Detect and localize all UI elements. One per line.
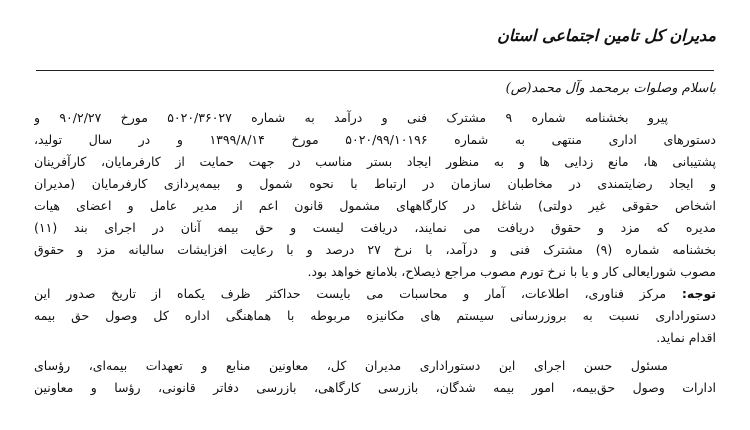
paragraph-line: بخشنامه شماره (۹) مشترک فنی و درآمد، با نرخ ۲۷ درصد و با رعایت افزایشات سالیانه مزد و حقوق (34, 242, 716, 257)
paragraph-line: مدیره که مزد و حقوق دریافت می نمایند، دریافت لیست و حق بیمه آنان در اجرای بند (۱۱) (34, 220, 716, 235)
paragraph-line: مصوب شورایعالی کار و یا با نرخ تورم مصوب مراجع ذیصلاح، بلامانع خواهد بود. (307, 264, 716, 279)
paragraph-line: پیرو بخشنامه شماره ۹ مشترک فنی و درآمد به شماره ۵۰۲۰/۳۶۰۲۷ مورخ ۹۰/۲/۲۷ و (34, 110, 668, 125)
paragraph-line: پشتیبانی ها، مانع زدایی ها و به منظور ایجاد بستر مناسب در جهت حمایت از کارفرمایان، کارآفرینان (34, 154, 716, 169)
note-line: دستوراداری نسبت به بروزرسانی سیستم های مکانیزه مربوطه با هماهنگی اداره کل وصول حق بیمه (34, 308, 716, 323)
paragraph-line: ادارات وصول حق‌بیمه، امور بیمه شدگان، بازرسی کارگاهی، بازرسی دفاتر قانونی، رؤسا و معاونین (34, 380, 716, 395)
paragraph-line: و ایجاد رضایتمندی در مخاطبان سازمان در ارتباط با نحوه شمول و بیمه‌پردازی کارفرمایان (مدیران (34, 176, 716, 191)
note-line (34, 283, 716, 305)
note-text: مرکز فناوری، اطلاعات، آمار و محاسبات می بایست حداکثر ظرف یکماه از تاریخ صدور این (34, 286, 667, 301)
note-label: توجه: (681, 286, 716, 301)
letter-addressee: مدیران کل تامین اجتماعی استان (497, 26, 716, 45)
paragraph-line: مسئول حسن اجرای این دستوراداری مدیران کل، معاونین منابع و تعهدات بیمه‌ای، رؤسای (34, 358, 668, 373)
paragraph-2 (34, 355, 716, 399)
letter-salutation: باسلام وصلوات برمحمد وآل محمد(ص) (505, 81, 716, 96)
paragraph-line: اشخاص حقوقی غیر دولتی) شاغل در کارگاههای مشمول قانون اعم از مدیر عامل و اعضای هیات (34, 198, 716, 213)
note-section (34, 283, 716, 349)
paragraph-1 (34, 107, 716, 283)
note-line: اقدام نماید. (656, 330, 716, 345)
header-divider (36, 70, 714, 71)
paragraph-line: دستورهای اداری منتهی به شماره ۵۰۲۰/۹۹/۱۰۱۹۶ مورخ ۱۳۹۹/۸/۱۴ و در سال تولید، (34, 132, 716, 147)
